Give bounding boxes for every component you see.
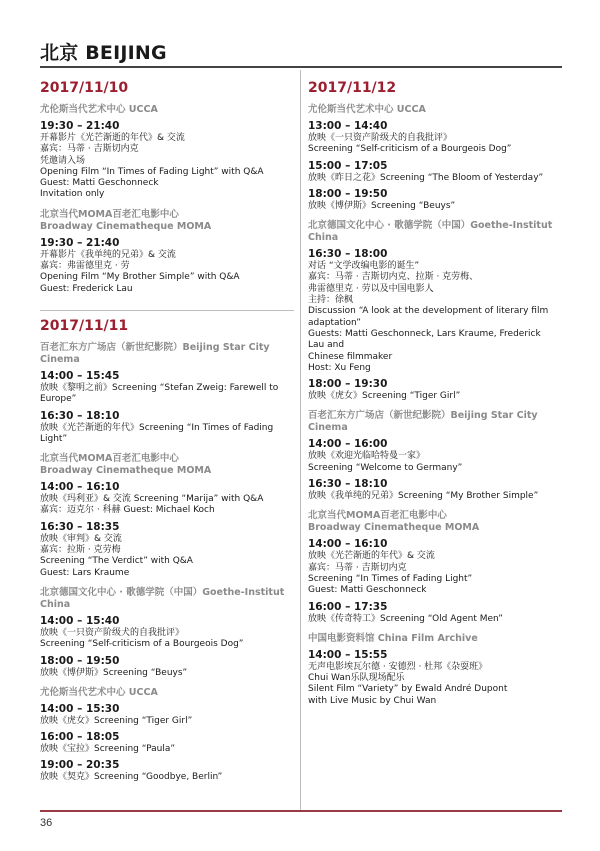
event-detail-line: 放映《博伊斯》Screening “Beuys” (308, 200, 456, 211)
event-detail-line: 开幕影片《光芒渐逝的年代》& 交流 (40, 133, 185, 143)
event-entry (40, 615, 290, 651)
event-time: 15:00 – 17:05 (308, 159, 388, 172)
event-detail-line: 放映《黎明之前》Screening “Stefan Zweig: Farewell to Europe” (40, 383, 279, 405)
event-detail-line: 嘉宾：迈克尔 · 科赫 Guest: Michael Koch (40, 505, 215, 516)
event-entry (308, 120, 558, 156)
event-time: 14:00 – 16:10 (40, 481, 120, 494)
event-time: 16:30 – 18:00 (308, 248, 388, 261)
event-detail-line: Screening “Welcome to Germany” (308, 462, 463, 473)
event-detail-line: Guest: Lars Kraume (40, 567, 130, 578)
event-time: 14:00 – 15:45 (40, 370, 120, 382)
venue-name: 北京德国文化中心 · 歌德学院（中国）Goethe-Institut China (308, 220, 553, 244)
event-detail-line: Guest: Frederick Lau (40, 283, 133, 294)
event-entry (308, 478, 558, 502)
event-time: 18:00 – 19:50 (308, 187, 388, 200)
venue-name: 百老汇东方广场店（新世纪影院）Beijing Star City Cinema (40, 342, 270, 365)
venue-name: 尤伦斯当代艺术中心 UCCA (308, 104, 426, 115)
event-entry (308, 601, 558, 625)
event-detail-line: 放映《博伊斯》Screening “Beuys” (40, 667, 188, 678)
event-time: 18:00 – 19:50 (40, 654, 120, 667)
event-detail-line: 放映《契克》Screening “Goodbye, Berlin” (40, 772, 223, 783)
event-time: 19:30 – 21:40 (40, 236, 120, 249)
event-detail-line: 放映《审判》& 交流 (40, 533, 122, 544)
event-time: 13:00 – 14:40 (308, 120, 388, 132)
event-entry (308, 378, 558, 402)
event-entry (40, 120, 290, 201)
event-detail-line: 嘉宾：马蒂 · 吉斯切内克、拉斯 · 克劳梅、 (308, 272, 479, 283)
event-time: 14:00 – 15:40 (40, 614, 120, 627)
schedule-date: 2017/11/10 (40, 80, 129, 96)
event-detail-line: 放映《一只资产阶级犬的自我批评》 (40, 627, 185, 638)
schedule-date: 2017/11/12 (308, 80, 397, 96)
event-detail-line: 嘉宾：弗雷德里克 · 劳 (40, 261, 130, 272)
venue-name: 北京当代MOMA百老汇电影中心 Broadway Cinematheque MOMA (40, 453, 212, 477)
event-detail-line: 放映《玛利亚》& 交流 Screening “Marija” with Q&A (40, 494, 264, 505)
event-detail-line: 无声电影埃瓦尔德 · 安德烈 · 杜邦《杂耍班》 (308, 661, 488, 672)
event-detail-line: Screening “Self-criticism of a Bourgeois Dog” (40, 639, 244, 650)
event-time: 16:30 – 18:10 (308, 478, 388, 491)
event-detail-line: Silent Film “Variety” by Ewald André Dupont (308, 684, 508, 695)
event-entry (308, 538, 558, 596)
bottom-rule (40, 810, 562, 812)
event-detail-line: Host: Xu Feng (308, 362, 371, 373)
event-detail-line: Chui Wan乐队现场配乐 (308, 673, 405, 684)
event-time: 14:00 – 15:30 (40, 702, 120, 715)
event-detail-line: Guest: Matti Geschonneck (40, 178, 159, 189)
event-detail-line: 放映《宝拉》Screening “Paula” (40, 744, 176, 755)
event-entry (40, 703, 290, 727)
column-divider (300, 70, 301, 810)
venue-name: 尤伦斯当代艺术中心 UCCA (40, 104, 158, 115)
section-divider (40, 310, 294, 311)
event-detail-line: 放映《虎女》Screening “Tiger Girl” (308, 391, 461, 402)
event-time: 14:00 – 15:55 (308, 648, 388, 661)
event-entry (40, 655, 290, 679)
event-entry (40, 759, 290, 783)
event-time: 16:00 – 18:05 (40, 731, 120, 744)
event-detail-line: Screening “The Verdict” with Q&A (40, 556, 193, 567)
page-title: 北京 BEIJING (40, 42, 167, 64)
event-detail-line: 嘉宾：马蒂 · 吉斯切内克 (308, 562, 407, 573)
event-detail-line: Opening Film “My Brother Simple” with Q&A (40, 272, 240, 283)
event-entry (40, 237, 290, 295)
event-time: 14:00 – 16:00 (308, 438, 388, 451)
event-detail-line: 嘉宾：马蒂 · 吉斯切内克 (40, 144, 139, 155)
event-detail-line: 凭邀请入场 (40, 155, 86, 166)
event-detail-line: 放映《一只资产阶级犬的自我批评》 (308, 133, 453, 143)
event-detail-line: 放映《光芒渐逝的年代》& 交流 (308, 551, 435, 562)
event-entry (308, 649, 558, 707)
event-entry (308, 188, 558, 212)
venue-name: 尤伦斯当代艺术中心 UCCA (40, 686, 158, 698)
event-detail-line: 开幕影片《我单纯的兄弟》& 交流 (40, 249, 176, 260)
venue-name: 北京当代MOMA百老汇电影中心 Broadway Cinematheque MOMA (308, 510, 480, 534)
event-entry (40, 410, 290, 446)
event-detail-line: Discussion “A look at the development of literary film adaptation” (308, 306, 549, 328)
event-time: 14:00 – 16:10 (308, 538, 388, 551)
event-time: 19:30 – 21:40 (40, 120, 120, 132)
event-detail-line: with Live Music by Chui Wan (308, 695, 437, 706)
venue-name: 北京当代MOMA百老汇电影中心 Broadway Cinematheque MOMA (40, 208, 212, 232)
event-detail-line: 放映《光芒渐逝的年代》Screening “In Times of Fading Light” (40, 422, 274, 444)
venue-name: 百老汇东方广场店（新世纪影院）Beijing Star City Cinema (308, 410, 538, 434)
event-detail-line: Guest: Matti Geschonneck (308, 585, 427, 596)
schedule-2017-11-10 (40, 80, 290, 299)
event-detail-line: 放映《昨日之花》Screening “The Bloom of Yesterday” (308, 172, 544, 183)
event-detail-line: 放映《我单纯的兄弟》Screening “My Brother Simple” (308, 491, 539, 502)
event-entry (308, 438, 558, 474)
event-detail-line: 弗雷德里克 · 劳以及中国电影人 (308, 283, 434, 294)
schedule-date: 2017/11/11 (40, 318, 129, 334)
event-time: 16:30 – 18:35 (40, 520, 120, 533)
event-detail-line: 放映《虎女》Screening “Tiger Girl” (40, 715, 193, 726)
event-entry (308, 248, 558, 374)
event-entry (40, 521, 290, 579)
event-time: 18:00 – 19:30 (308, 378, 388, 391)
venue-name: 北京德国文化中心 · 歌德学院（中国）Goethe-Institut China (40, 586, 285, 610)
event-detail-line: Screening “Self-criticism of a Bourgeois Dog” (308, 144, 512, 155)
event-entry (40, 370, 290, 406)
venue-name: 中国电影资料馆 China Film Archive (308, 632, 478, 644)
schedule-2017-11-12 (308, 80, 558, 711)
event-detail-line: 放映《欢迎光临哈特曼一家》 (308, 451, 426, 462)
event-time: 19:00 – 20:35 (40, 759, 120, 772)
event-detail-line: 对话 “文学改编电影的诞生” (308, 261, 420, 272)
event-detail-line: Invitation only (40, 189, 105, 200)
event-entry (40, 481, 290, 517)
event-detail-line: 嘉宾：拉斯 · 克劳梅 (40, 545, 121, 556)
event-entry (40, 731, 290, 755)
event-detail-line: 主持：徐枫 (308, 295, 354, 306)
event-time: 16:00 – 17:35 (308, 600, 388, 613)
event-detail-line: Chinese filmmaker (308, 351, 393, 362)
event-detail-line: Guests: Matti Geschonneck, Lars Kraume, Frederick Lau and (308, 328, 541, 351)
top-rule (40, 66, 562, 68)
event-time: 16:30 – 18:10 (40, 409, 120, 422)
event-detail-line: Opening Film “In Times of Fading Light” with Q&A (40, 166, 264, 177)
page-number: 36 (40, 817, 53, 829)
event-detail-line: Screening “In Times of Fading Light” (308, 573, 473, 584)
schedule-2017-11-11 (40, 318, 290, 788)
event-detail-line: 放映《传奇特工》Screening “Old Agent Men” (308, 613, 503, 624)
event-entry (308, 160, 558, 184)
